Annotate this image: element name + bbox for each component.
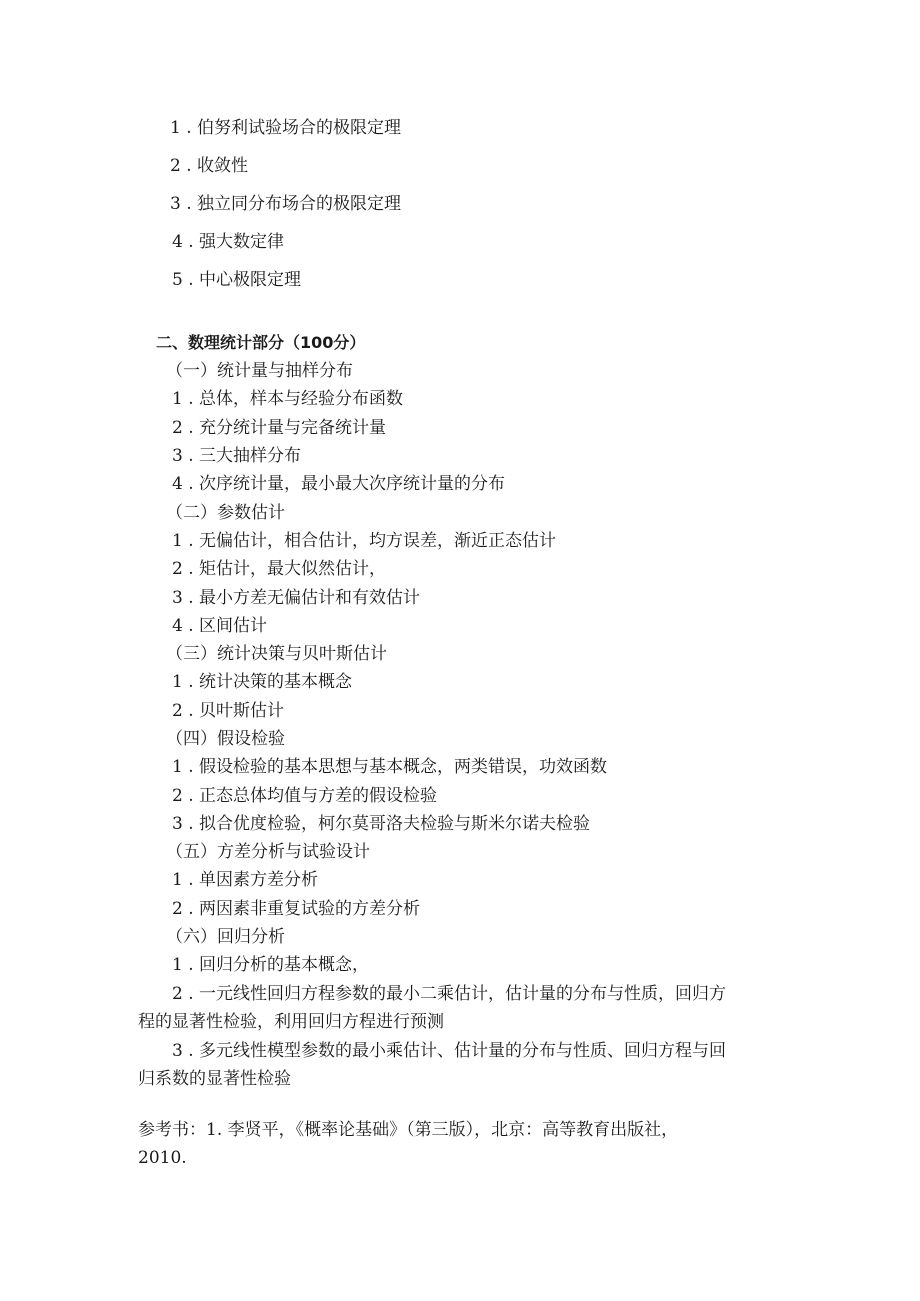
list-item: 5 . 中心极限定理	[172, 270, 302, 290]
subsection-title: （六）回归分析	[166, 927, 285, 947]
list-item: 2 . 充分统计量与完备统计量	[172, 418, 387, 438]
list-item: 2 . 两因素非重复试验的方差分析	[172, 899, 421, 919]
list-item: 1 . 回归分析的基本概念，	[172, 955, 370, 975]
list-item: 3 . 三大抽样分布	[172, 446, 302, 466]
list-item: 2 . 收敛性	[170, 156, 249, 176]
list-item: 2 . 矩估计，最大似然估计，	[172, 559, 387, 579]
list-item: 2 . 正态总体均值与方差的假设检验	[172, 786, 438, 806]
list-item: 1 . 统计决策的基本概念	[172, 672, 353, 692]
list-item-continuation: 归系数的显著性检验	[138, 1069, 291, 1089]
list-item: 4 . 区间估计	[172, 616, 268, 636]
list-item: 2 . 贝叶斯估计	[172, 701, 285, 721]
list-item-continuation: 程的显著性检验，利用回归方程进行预测	[138, 1012, 444, 1032]
section-heading: 二、数理统计部分（100分）	[156, 333, 366, 352]
list-item: 4 . 强大数定律	[172, 232, 285, 252]
list-item: 3 . 多元线性模型参数的最小乘估计、估计量的分布与性质、回归方程与回	[172, 1041, 727, 1061]
subsection-title: （三）统计决策与贝叶斯估计	[166, 644, 387, 664]
subsection-title: （四）假设检验	[166, 729, 285, 749]
reference-line: 参考书：1. 李贤平，《概率论基础》（第三版），北京：高等教育出版社，	[138, 1120, 679, 1140]
list-item: 1 . 单因素方差分析	[172, 870, 319, 890]
reference-line: 2010.	[138, 1148, 187, 1168]
list-item: 4 . 次序统计量，最小最大次序统计量的分布	[172, 474, 506, 494]
list-item: 2 . 一元线性回归方程参数的最小二乘估计，估计量的分布与性质，回归方	[172, 984, 727, 1004]
subsection-title: （二）参数估计	[166, 503, 285, 523]
list-item: 1 . 无偏估计，相合估计，均方误差，渐近正态估计	[172, 531, 557, 551]
list-item: 1 . 总体，样本与经验分布函数	[172, 389, 404, 409]
subsection-title: （一）统计量与抽样分布	[166, 361, 353, 381]
subsection-title: （五）方差分析与试验设计	[166, 842, 370, 862]
list-item: 3 . 拟合优度检验，柯尔莫哥洛夫检验与斯米尔诺夫检验	[172, 814, 591, 834]
list-item: 3 . 最小方差无偏估计和有效估计	[172, 588, 421, 608]
list-item: 1 . 假设检验的基本思想与基本概念，两类错误，功效函数	[172, 757, 608, 777]
list-item: 1 . 伯努利试验场合的极限定理	[170, 118, 402, 138]
list-item: 3 . 独立同分布场合的极限定理	[170, 194, 402, 214]
